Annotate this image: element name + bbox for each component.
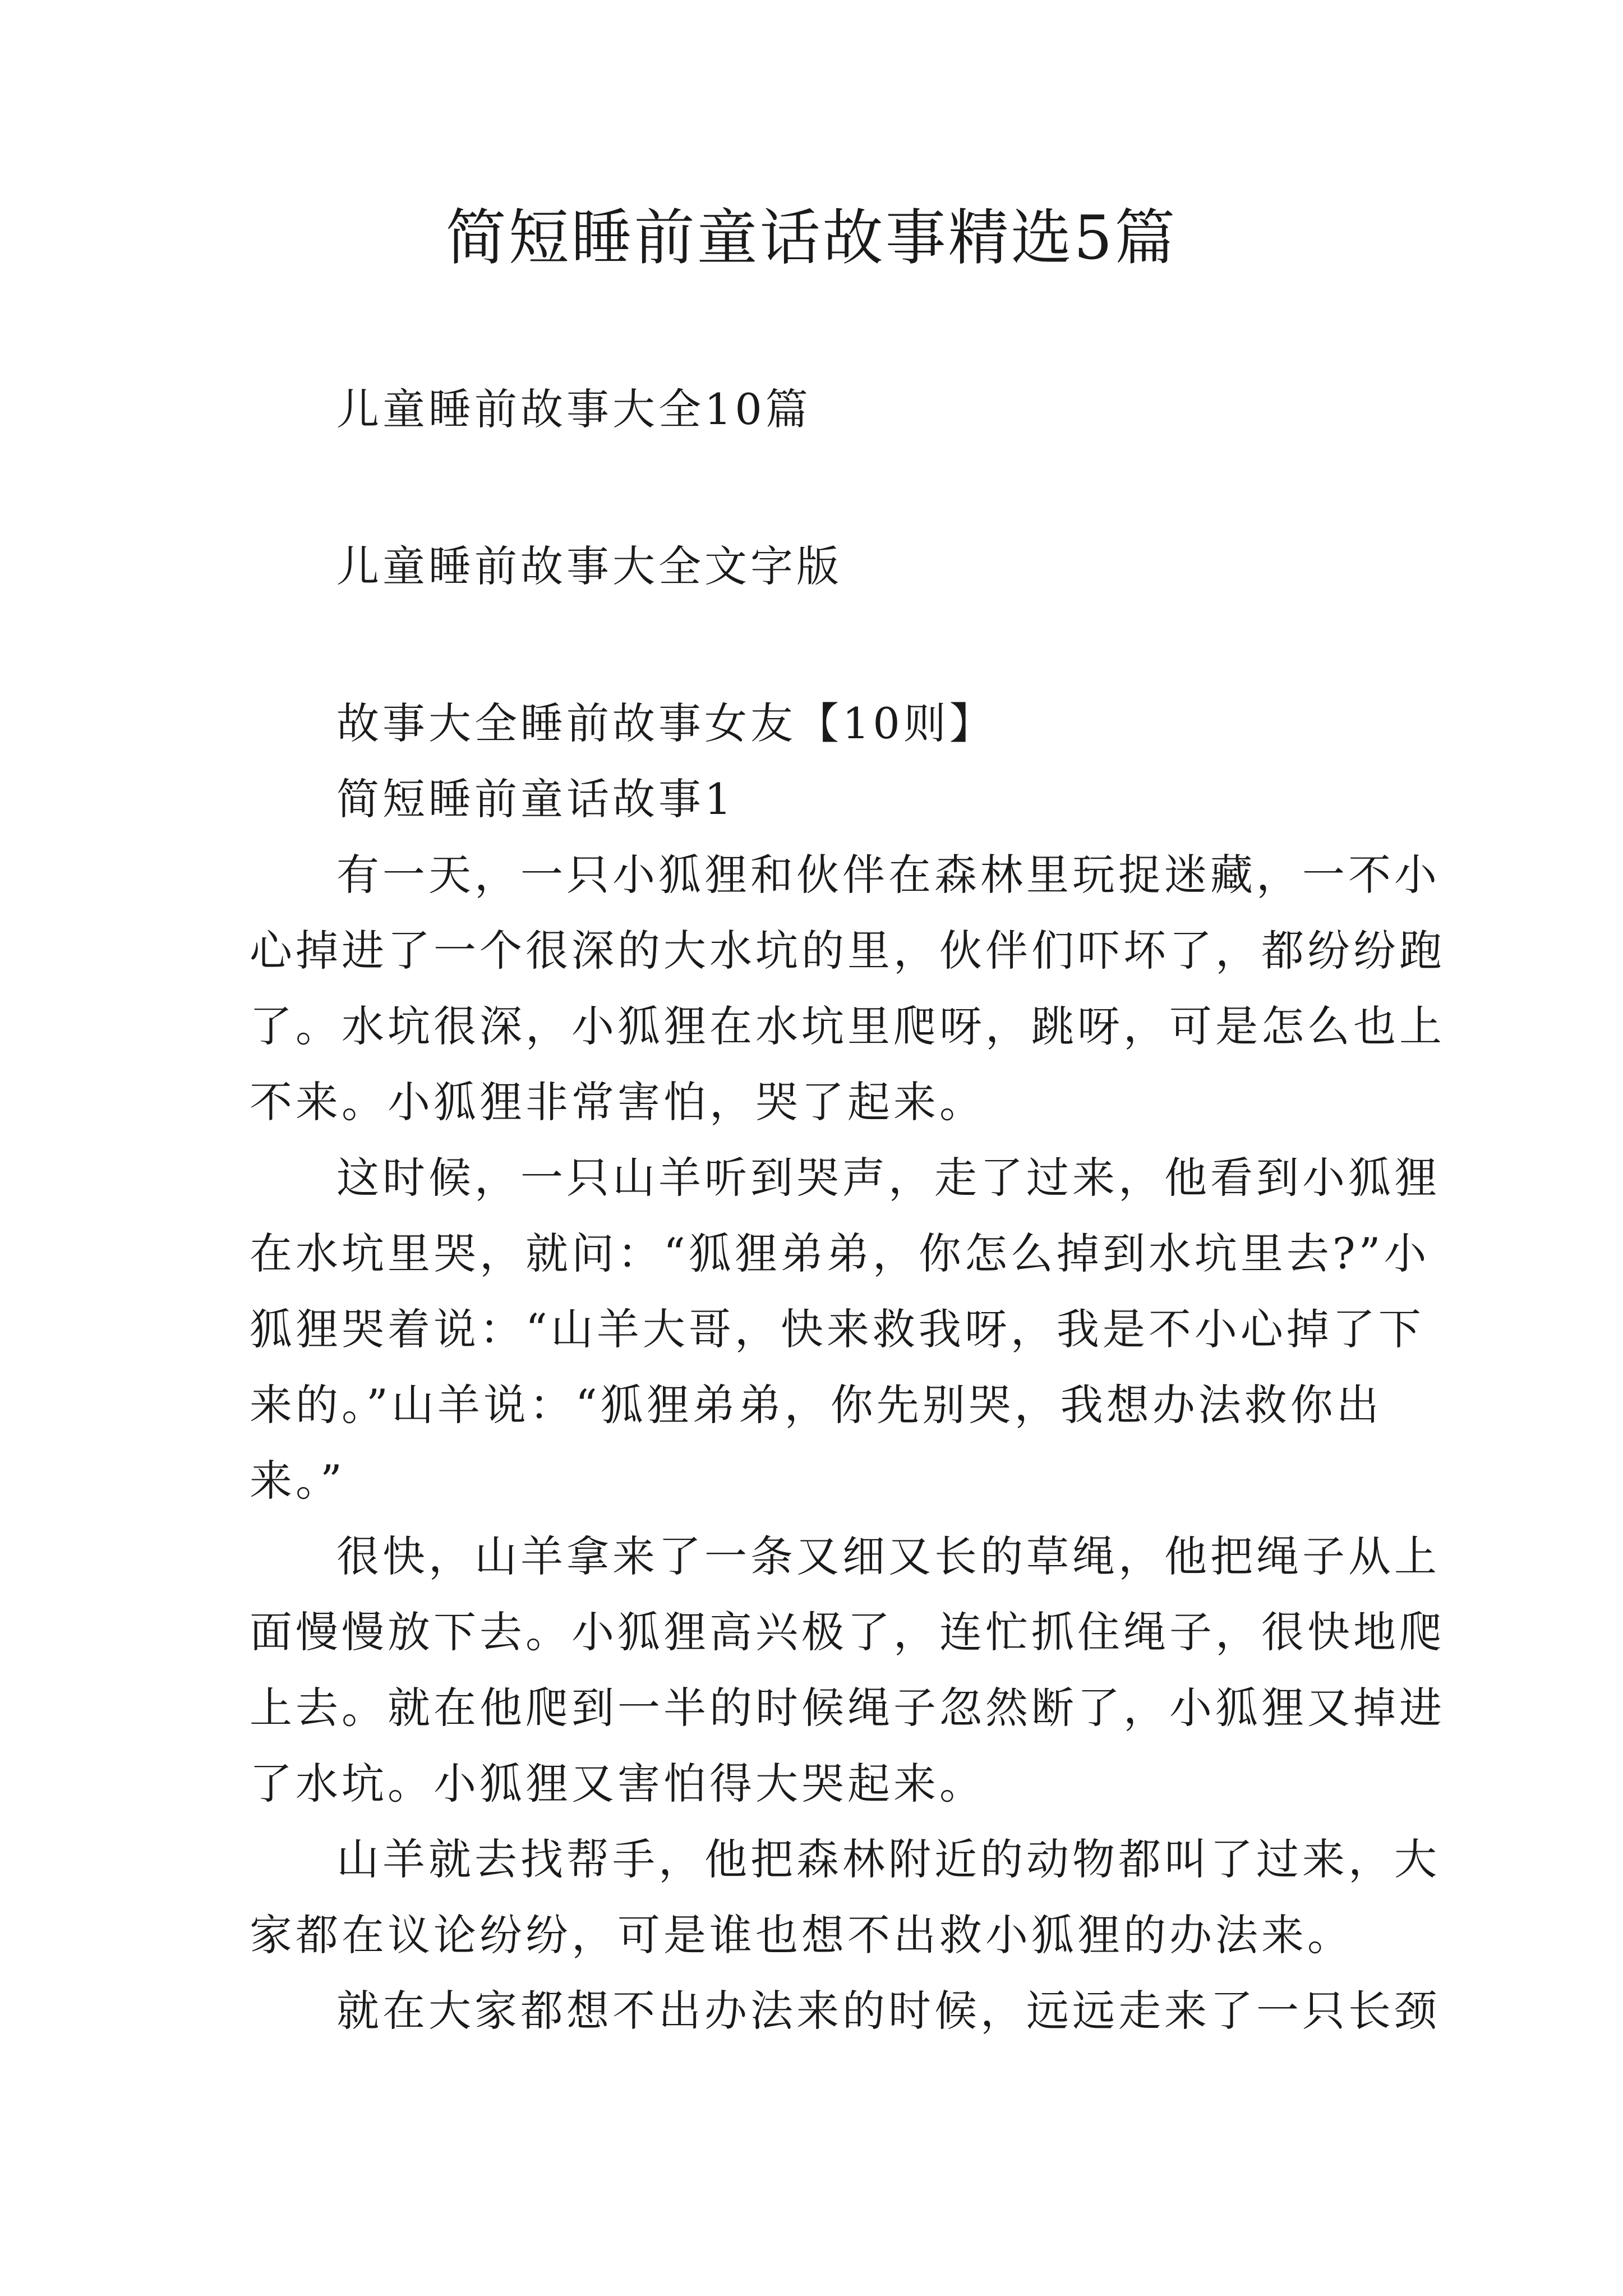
paragraph-4-line-2: 家都在议论纷纷，可是谁也想不出救小狐狸的办法来。 [250, 1910, 1353, 1960]
paragraph-3-line-3: 上去。就在他爬到一半的时候绳子忽然断了，小狐狸又掉进 [250, 1683, 1445, 1733]
document-title: 简短睡前童话故事精选5篇 [445, 203, 1178, 273]
paragraph-2-line-2: 在水坑里哭，就问：“狐狸弟弟，你怎么掉到水坑里去?”小 [250, 1228, 1430, 1278]
paragraph-5-line-1: 就在大家都想不出办法来的时候，远远走来了一只长颈 [336, 1986, 1440, 2036]
paragraph-1-line-2: 心掉进了一个很深的大水坑的里，伙伴们吓坏了，都纷纷跑 [250, 926, 1445, 976]
paragraph-1-line-4: 不来。小狐狸非常害怕，哭了起来。 [250, 1077, 985, 1127]
paragraph-1-line-1: 有一天，一只小狐狸和伙伴在森林里玩捉迷藏，一不小 [336, 850, 1440, 900]
related-title-3: 故事大全睡前故事女友【10则】 [336, 698, 995, 748]
paragraph-3-line-4: 了水坑。小狐狸又害怕得大哭起来。 [250, 1759, 985, 1809]
related-title-2: 儿童睡前故事大全文字版 [336, 541, 842, 591]
related-title-1: 儿童睡前故事大全10篇 [336, 384, 811, 434]
section-heading: 简短睡前童话故事1 [336, 774, 735, 824]
paragraph-3-line-1: 很快，山羊拿来了一条又细又长的草绳，他把绳子从上 [336, 1531, 1440, 1581]
paragraph-2-line-1: 这时候，一只山羊听到哭声，走了过来，他看到小狐狸 [336, 1153, 1440, 1203]
paragraph-1-line-3: 了。水坑很深，小狐狸在水坑里爬呀，跳呀，可是怎么也上 [250, 1001, 1445, 1051]
paragraph-2-line-3: 狐狸哭着说：“山羊大哥，快来救我呀，我是不小心掉了下 [250, 1304, 1424, 1354]
paragraph-4-line-1: 山羊就去找帮手，他把森林附近的动物都叫了过来，大 [336, 1834, 1440, 1884]
paragraph-2-line-5: 来。” [250, 1456, 345, 1506]
paragraph-3-line-2: 面慢慢放下去。小狐狸高兴极了，连忙抓住绳子，很快地爬 [250, 1607, 1445, 1657]
paragraph-2-line-4: 来的。”山羊说：“狐狸弟弟，你先别哭，我想办法救你出 [250, 1380, 1382, 1430]
